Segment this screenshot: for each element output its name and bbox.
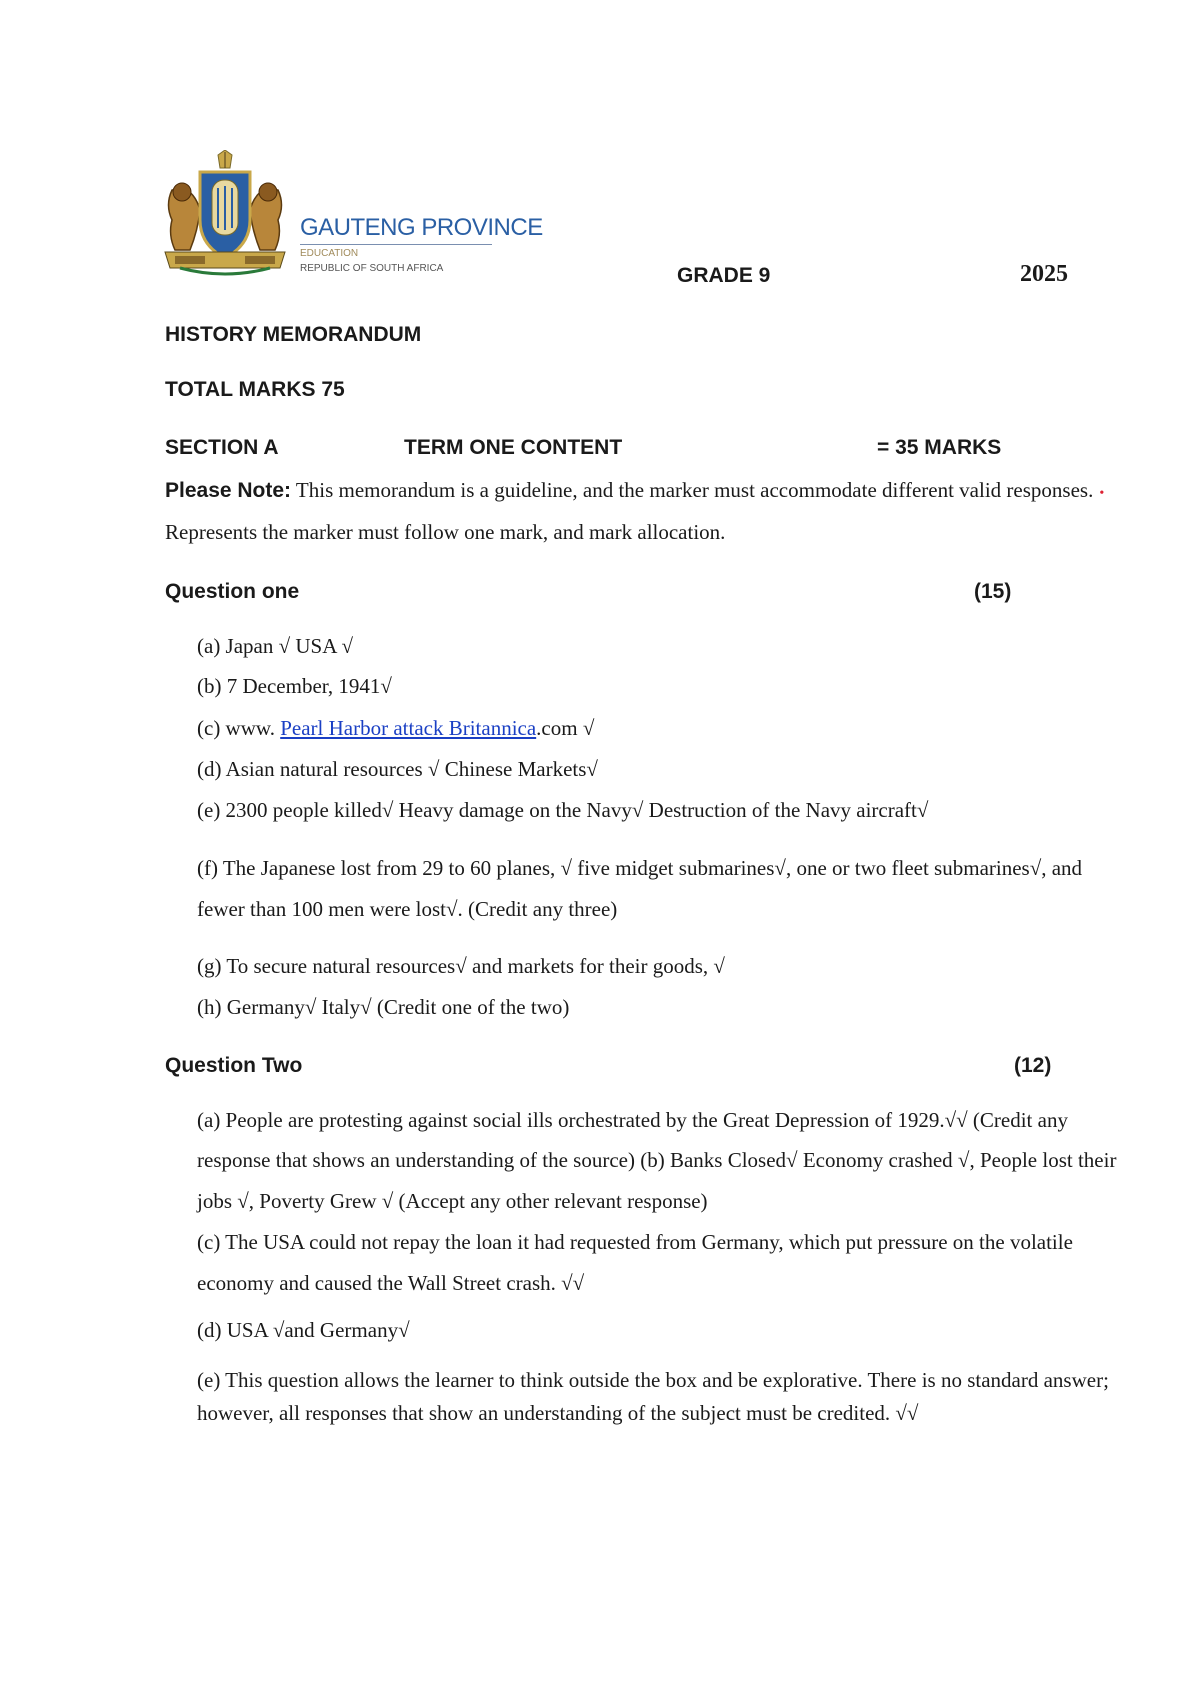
q1-answer-e: (e) 2300 people killed√ Heavy damage on the Navy√ Destruction of the Navy aircraft√ xyxy=(197,798,929,822)
gauteng-coat-of-arms-logo xyxy=(160,150,290,285)
question-two-title: Question Two xyxy=(165,1054,303,1077)
q2-answer-c-line2: economy and caused the Wall Street crash. √√ xyxy=(197,1271,585,1295)
q2-answer-e-line1: (e) This question allows the learner to think outside the box and be explorative. There is no standard answer; xyxy=(197,1368,1109,1392)
question-two-marks: (12) xyxy=(1014,1054,1052,1077)
logo-subtitle-education: EDUCATION xyxy=(300,248,359,259)
note-paragraph xyxy=(165,478,1104,503)
q1-answer-d: (d) Asian natural resources √ Chinese Markets√ xyxy=(197,757,598,781)
q1-answer-c-suffix: .com √ xyxy=(536,716,595,740)
q1-answer-f-line1: (f) The Japanese lost from 29 to 60 planes, √ five midget submarines√, one or two fleet submarines√, and xyxy=(197,856,1083,880)
section-label: SECTION A xyxy=(165,436,279,459)
note-label: Please Note: xyxy=(165,479,292,502)
section-marks: = 35 MARKS xyxy=(877,436,1002,459)
q1-answer-b: (b) 7 December, 1941√ xyxy=(197,674,392,698)
note-marker-icon: • xyxy=(1099,486,1105,501)
logo-subtitle-country: REPUBLIC OF SOUTH AFRICA xyxy=(300,263,444,274)
q1-answer-h: (h) Germany√ Italy√ (Credit one of the two) xyxy=(197,995,570,1019)
grade-label: GRADE 9 xyxy=(677,264,771,287)
q1-answer-a: (a) Japan √ USA √ xyxy=(197,634,354,658)
pearl-harbor-britannica-link[interactable]: Pearl Harbor attack Britannica xyxy=(280,716,537,740)
note-text-line2: Represents the marker must follow one mark, and mark allocation. xyxy=(165,520,726,544)
note-text: This memorandum is a guideline, and the marker must accommodate different valid responses. xyxy=(291,478,1094,502)
question-one-marks: (15) xyxy=(974,580,1012,603)
q2-answer-d: (d) USA √and Germany√ xyxy=(197,1318,410,1342)
section-content: TERM ONE CONTENT xyxy=(404,436,623,459)
q2-answer-a-line2: response that shows an understanding of the source) (b) Banks Closed√ Economy crashed √, People lost their xyxy=(197,1148,1117,1172)
q1-answer-c xyxy=(197,716,594,741)
q1-answer-g: (g) To secure natural resources√ and markets for their goods, √ xyxy=(197,954,725,978)
q1-answer-c-prefix: (c) www. xyxy=(197,716,281,740)
logo-divider xyxy=(300,244,492,245)
year-label: 2025 xyxy=(1020,261,1068,287)
q2-answer-a-line3: jobs √, Poverty Grew √ (Accept any other relevant response) xyxy=(197,1189,708,1213)
q1-answer-f-line2: fewer than 100 men were lost√. (Credit any three) xyxy=(197,897,618,921)
document-title: HISTORY MEMORANDUM xyxy=(165,323,422,346)
q2-answer-a-line1: (a) People are protesting against social ills orchestrated by the Great Depression of 1929.√√ (Credit any xyxy=(197,1108,1068,1132)
total-marks: TOTAL MARKS 75 xyxy=(165,378,345,401)
q2-answer-c-line1: (c) The USA could not repay the loan it had requested from Germany, which put pressure on the volatile xyxy=(197,1230,1073,1254)
q2-answer-e-line2: however, all responses that show an understanding of the subject must be credited. √√ xyxy=(197,1401,919,1425)
question-one-title: Question one xyxy=(165,580,300,603)
logo-title: GAUTENG PROVINCE xyxy=(300,214,543,241)
